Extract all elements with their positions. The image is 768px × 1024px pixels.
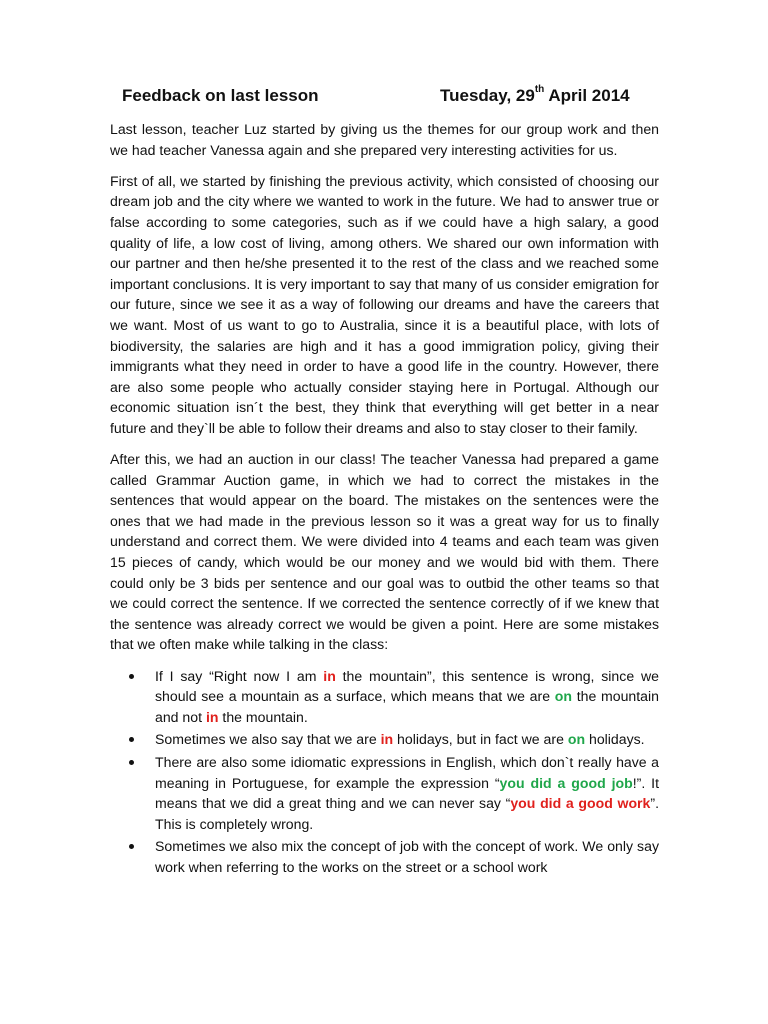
list-item [110,752,659,834]
date-month-year: April 2014 [544,86,630,105]
wrong-word: in [205,708,219,725]
paragraph-intro: Last lesson, teacher Luz started by giving us the themes for our group work and then we had teacher Vanessa again and she prepared very interesting activities for us. [110,121,659,158]
list-item [110,836,659,877]
bullet-icon [129,674,134,679]
paragraph-auction: After this, we had an auction in our class! The teacher Vanessa had prepared a game called Grammar Auction game, in which we had to correct the mistakes in the sentences that would appear on the board. The mistakes on the sentences were the ones that we had made in the previous lesson so it was a great way for us to finally understand and correct them. We were divided into 4 teams and each team was given 15 pieces of candy, which would be our money and we would bid with them. There could only be 3 bids per sentence and our goal was to outbid the other teams so that we could correct the sentence. If we corrected the sentence correctly of if we knew that the sentence was already correct we would be given a point. Here are some mistakes that we often make while talking in the class: [110,451,659,653]
correct-word: on [554,688,572,705]
list-text: the mountain. [218,708,308,725]
bullet-icon [129,844,134,849]
list-text: the mountain and not [155,688,659,725]
wrong-phrase: you did a good work [510,795,651,812]
list-text: There are also some idiomatic expressions in English, which don`t really have a meaning in Portuguese, for example the expression “ [155,754,659,791]
list-text: holidays. [585,731,645,748]
list-text: Sometimes we also mix the concept of job with the concept of work. We only say work when referring to the works on the street or a school work [155,838,659,875]
date-day: Tuesday, 29 [440,86,535,105]
document-header [122,86,658,110]
list-text: If I say “Right now I am [155,667,324,684]
wrong-word: in [380,731,394,748]
document-body [110,119,659,880]
wrong-word: in [323,667,336,684]
document-title: Feedback on last lesson [122,86,319,105]
list-item [110,666,659,728]
list-text: holidays, but in fact we are [393,731,568,748]
bullet-icon [129,737,134,742]
date-ordinal: th [534,84,545,95]
mistakes-list [110,666,659,878]
correct-phrase: you did a good job [499,774,633,791]
paragraph-dream-job: First of all, we started by finishing the previous activity, which consisted of choosing our dream job and the city where we wanted to work in the future. We had to answer true or false according to some categories, such as if we could have a high salary, a good quality of life, a low cost of living, among others. We shared our own information with our partner and then he/she presented it to the rest of the class and we reached some important conclusions. It is very important to say that many of us consider emigration for our future, since we see it as a way of following our dreams and have the careers that we want. Most of us want to go to Australia, since it is a beautiful place, with lots of biodiversity, the salaries are high and it has a good immigration policy, giving their immigrants what they need in order to have a good life in the country. However, there are also some people who actually consider staying here in Portugal. Although our economic situation isn´t the best, they think that everything will get better in a near future and they`ll be able to follow their dreams and also to stay closer to their family. [110,172,659,436]
list-text: !”. It means that we did a great thing and we can never say “ [155,774,659,812]
list-text: ”. This is completely wrong. [155,795,659,832]
list-text: the mountain”, this sentence is wrong, since we should see a mountain as a surface, which means that we are [155,667,659,705]
list-item [110,729,659,750]
correct-word: on [567,731,586,748]
document-date [440,86,630,106]
bullet-icon [129,760,134,765]
list-text: Sometimes we also say that we are [155,731,381,748]
